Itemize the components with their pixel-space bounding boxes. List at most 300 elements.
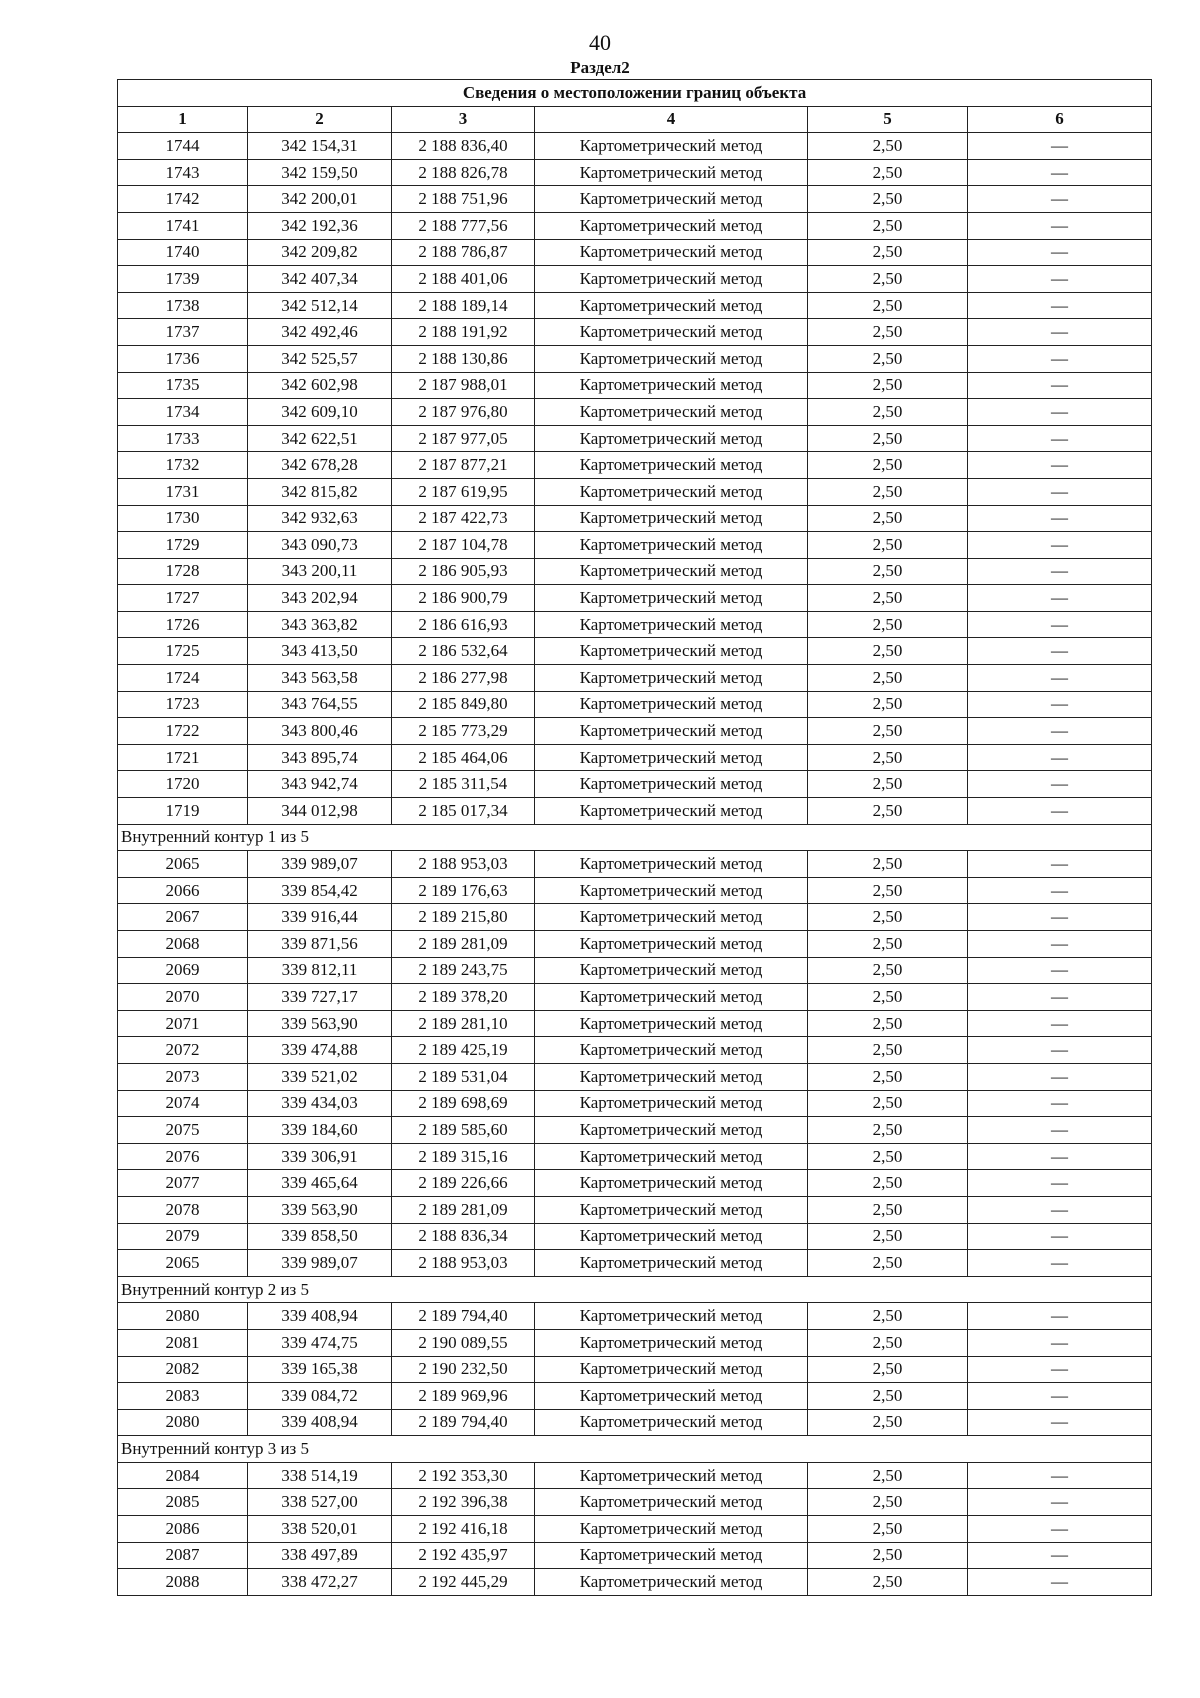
table-cell: —: [968, 984, 1152, 1011]
table-title-row: [118, 80, 1152, 107]
table-cell: Картометрический метод: [535, 1010, 808, 1037]
table-cell: Картометрический метод: [535, 1250, 808, 1277]
table-row: [118, 798, 1152, 825]
table-cell: Картометрический метод: [535, 665, 808, 692]
table-cell: 2 190 232,50: [392, 1356, 535, 1383]
table-cell: 2,50: [808, 1090, 968, 1117]
table-cell: 2,50: [808, 1462, 968, 1489]
table-cell: 2065: [118, 851, 248, 878]
table-cell: 2 190 089,55: [392, 1329, 535, 1356]
table-cell: 2 187 104,78: [392, 532, 535, 559]
table-cell: 2 189 281,10: [392, 1010, 535, 1037]
table-cell: 342 525,57: [248, 345, 392, 372]
table-row: [118, 1383, 1152, 1410]
table-row: [118, 345, 1152, 372]
table-cell: —: [968, 585, 1152, 612]
table-cell: —: [968, 1409, 1152, 1436]
table-cell: 342 192,36: [248, 212, 392, 239]
table-cell: 343 090,73: [248, 532, 392, 559]
table-cell: —: [968, 771, 1152, 798]
table-cell: 2,50: [808, 532, 968, 559]
table-cell: 2 189 281,09: [392, 931, 535, 958]
table-cell: —: [968, 133, 1152, 160]
table-row: [118, 452, 1152, 479]
table-cell: Картометрический метод: [535, 372, 808, 399]
table-cell: 342 200,01: [248, 186, 392, 213]
table-cell: 2078: [118, 1196, 248, 1223]
table-row: [118, 1303, 1152, 1330]
table-cell: 2070: [118, 984, 248, 1011]
column-header: 3: [392, 106, 535, 133]
table-cell: —: [968, 1196, 1152, 1223]
table-cell: —: [968, 1569, 1152, 1596]
table-cell: 2,50: [808, 558, 968, 585]
table-row: [118, 1516, 1152, 1543]
table-cell: 2,50: [808, 691, 968, 718]
table-cell: 2,50: [808, 345, 968, 372]
table-cell: 2 188 191,92: [392, 319, 535, 346]
table-cell: 2080: [118, 1303, 248, 1330]
table-row: [118, 904, 1152, 931]
table-cell: Картометрический метод: [535, 452, 808, 479]
table-cell: 2,50: [808, 957, 968, 984]
table-cell: —: [968, 744, 1152, 771]
table-cell: 1738: [118, 292, 248, 319]
table-cell: —: [968, 691, 1152, 718]
table-row: [118, 1223, 1152, 1250]
table-cell: 2,50: [808, 1170, 968, 1197]
table-cell: Картометрический метод: [535, 1489, 808, 1516]
table-cell: —: [968, 452, 1152, 479]
table-cell: Картометрический метод: [535, 771, 808, 798]
table-cell: —: [968, 1303, 1152, 1330]
table-cell: 2 186 900,79: [392, 585, 535, 612]
table-row: [118, 1569, 1152, 1596]
table-cell: 1721: [118, 744, 248, 771]
table-cell: 2,50: [808, 425, 968, 452]
table-cell: Картометрический метод: [535, 638, 808, 665]
table-row: [118, 1329, 1152, 1356]
table-cell: 1720: [118, 771, 248, 798]
table-cell: 339 408,94: [248, 1409, 392, 1436]
table-cell: 2 187 877,21: [392, 452, 535, 479]
table-cell: 2 189 226,66: [392, 1170, 535, 1197]
table-cell: 1733: [118, 425, 248, 452]
table-cell: 2,50: [808, 877, 968, 904]
table-row: [118, 266, 1152, 293]
table-cell: 2 192 435,97: [392, 1542, 535, 1569]
table-row: [118, 1462, 1152, 1489]
table-cell: Картометрический метод: [535, 957, 808, 984]
table-cell: 343 800,46: [248, 718, 392, 745]
table-cell: 2 186 616,93: [392, 611, 535, 638]
table-cell: 2 185 017,34: [392, 798, 535, 825]
table-cell: Картометрический метод: [535, 478, 808, 505]
table-cell: 2080: [118, 1409, 248, 1436]
table-cell: 2077: [118, 1170, 248, 1197]
table-cell: 343 202,94: [248, 585, 392, 612]
table-cell: 2,50: [808, 452, 968, 479]
table-cell: 2 185 773,29: [392, 718, 535, 745]
table-row: [118, 505, 1152, 532]
table-cell: 2,50: [808, 1409, 968, 1436]
table-cell: 2074: [118, 1090, 248, 1117]
table-row: [118, 212, 1152, 239]
table-row: [118, 771, 1152, 798]
table-cell: 2,50: [808, 1117, 968, 1144]
table-cell: 339 563,90: [248, 1196, 392, 1223]
table-cell: —: [968, 611, 1152, 638]
table-cell: —: [968, 1143, 1152, 1170]
table-row: [118, 558, 1152, 585]
table-cell: 2 187 988,01: [392, 372, 535, 399]
table-cell: 2067: [118, 904, 248, 931]
table-cell: 2076: [118, 1143, 248, 1170]
table-cell: 2 192 416,18: [392, 1516, 535, 1543]
table-cell: 2,50: [808, 665, 968, 692]
table-row: [118, 638, 1152, 665]
table-cell: —: [968, 1170, 1152, 1197]
table-cell: 2 189 531,04: [392, 1063, 535, 1090]
table-cell: 339 165,38: [248, 1356, 392, 1383]
table-cell: 338 527,00: [248, 1489, 392, 1516]
table-cell: Картометрический метод: [535, 399, 808, 426]
table-cell: 2 189 698,69: [392, 1090, 535, 1117]
table-cell: 2088: [118, 1569, 248, 1596]
table-cell: 1727: [118, 585, 248, 612]
contour-header-row: [118, 1276, 1152, 1303]
table-cell: —: [968, 957, 1152, 984]
table-cell: —: [968, 345, 1152, 372]
table-cell: Картометрический метод: [535, 239, 808, 266]
table-cell: 342 209,82: [248, 239, 392, 266]
table-cell: 2 188 130,86: [392, 345, 535, 372]
contour-header-row: [118, 824, 1152, 851]
table-cell: 1728: [118, 558, 248, 585]
table-cell: 339 184,60: [248, 1117, 392, 1144]
contour-header-row: [118, 1436, 1152, 1463]
table-cell: —: [968, 931, 1152, 958]
table-cell: 1735: [118, 372, 248, 399]
table-cell: 2 187 422,73: [392, 505, 535, 532]
table-cell: 2,50: [808, 744, 968, 771]
table-cell: 339 474,88: [248, 1037, 392, 1064]
table-cell: Картометрический метод: [535, 1329, 808, 1356]
table-row: [118, 611, 1152, 638]
table-cell: 2065: [118, 1250, 248, 1277]
table-body: [118, 133, 1152, 1596]
table-cell: 2085: [118, 1489, 248, 1516]
table-cell: —: [968, 665, 1152, 692]
table-cell: Картометрический метод: [535, 1063, 808, 1090]
section-title: Раздел2: [570, 58, 630, 77]
table-cell: 342 609,10: [248, 399, 392, 426]
table-cell: Картометрический метод: [535, 798, 808, 825]
table-cell: 2 185 849,80: [392, 691, 535, 718]
table-cell: 2075: [118, 1117, 248, 1144]
table-cell: 1743: [118, 159, 248, 186]
table-cell: —: [968, 1037, 1152, 1064]
table-cell: 339 474,75: [248, 1329, 392, 1356]
table-cell: 2,50: [808, 372, 968, 399]
table-row: [118, 532, 1152, 559]
table-row: [118, 957, 1152, 984]
table-row: [118, 931, 1152, 958]
table-cell: 2081: [118, 1329, 248, 1356]
table-cell: 2 186 905,93: [392, 558, 535, 585]
table-cell: Картометрический метод: [535, 851, 808, 878]
table-cell: 2,50: [808, 292, 968, 319]
table-cell: 2,50: [808, 239, 968, 266]
table-cell: 2,50: [808, 1542, 968, 1569]
table-cell: Картометрический метод: [535, 585, 808, 612]
table-cell: 342 815,82: [248, 478, 392, 505]
table-cell: —: [968, 718, 1152, 745]
table-cell: —: [968, 266, 1152, 293]
table-cell: 1734: [118, 399, 248, 426]
table-cell: 342 622,51: [248, 425, 392, 452]
table-cell: Картометрический метод: [535, 1356, 808, 1383]
table-cell: —: [968, 292, 1152, 319]
table-cell: 339 727,17: [248, 984, 392, 1011]
table-cell: 2 189 176,63: [392, 877, 535, 904]
table-cell: Картометрический метод: [535, 1516, 808, 1543]
table-cell: 1736: [118, 345, 248, 372]
table-cell: 1725: [118, 638, 248, 665]
table-cell: —: [968, 1489, 1152, 1516]
table-cell: —: [968, 851, 1152, 878]
table-cell: 2 189 794,40: [392, 1303, 535, 1330]
table-row: [118, 1117, 1152, 1144]
table-cell: 2066: [118, 877, 248, 904]
table-cell: —: [968, 1356, 1152, 1383]
table-cell: 339 084,72: [248, 1383, 392, 1410]
table-row: [118, 851, 1152, 878]
table-row: [118, 665, 1152, 692]
table-cell: 2 186 277,98: [392, 665, 535, 692]
table-cell: 2 188 777,56: [392, 212, 535, 239]
table-cell: 2086: [118, 1516, 248, 1543]
table-cell: 339 871,56: [248, 931, 392, 958]
table-cell: Картометрический метод: [535, 1090, 808, 1117]
table-cell: 2079: [118, 1223, 248, 1250]
table-row: [118, 1090, 1152, 1117]
table-cell: —: [968, 239, 1152, 266]
table-cell: 2069: [118, 957, 248, 984]
table-cell: —: [968, 877, 1152, 904]
table-cell: Картометрический метод: [535, 718, 808, 745]
table-cell: 2,50: [808, 1303, 968, 1330]
table-cell: 2 187 977,05: [392, 425, 535, 452]
table-cell: 339 306,91: [248, 1143, 392, 1170]
table-cell: 2,50: [808, 1143, 968, 1170]
table-cell: —: [968, 186, 1152, 213]
table-cell: 2071: [118, 1010, 248, 1037]
table-cell: 2,50: [808, 133, 968, 160]
table-cell: 343 895,74: [248, 744, 392, 771]
table-cell: 2 185 311,54: [392, 771, 535, 798]
table-cell: Картометрический метод: [535, 691, 808, 718]
table-cell: —: [968, 1090, 1152, 1117]
table-row: [118, 718, 1152, 745]
table-cell: 339 465,64: [248, 1170, 392, 1197]
table-cell: Картометрический метод: [535, 1303, 808, 1330]
table-cell: —: [968, 1329, 1152, 1356]
table-cell: 342 492,46: [248, 319, 392, 346]
table-cell: 1723: [118, 691, 248, 718]
table-cell: 342 512,14: [248, 292, 392, 319]
table-cell: Картометрический метод: [535, 1542, 808, 1569]
table-cell: —: [968, 1383, 1152, 1410]
contour-label: Внутренний контур 1 из 5: [118, 824, 1152, 851]
table-cell: Картометрический метод: [535, 505, 808, 532]
table-cell: 2068: [118, 931, 248, 958]
table-cell: 1740: [118, 239, 248, 266]
table-cell: 2 187 619,95: [392, 478, 535, 505]
table-cell: 2,50: [808, 212, 968, 239]
table-cell: 343 764,55: [248, 691, 392, 718]
table-cell: 339 434,03: [248, 1090, 392, 1117]
table-cell: Картометрический метод: [535, 877, 808, 904]
table-cell: —: [968, 1063, 1152, 1090]
table-cell: Картометрический метод: [535, 984, 808, 1011]
table-cell: —: [968, 532, 1152, 559]
table-cell: 339 858,50: [248, 1223, 392, 1250]
table-cell: 2,50: [808, 478, 968, 505]
table-cell: 2 189 281,09: [392, 1196, 535, 1223]
table-row: [118, 1542, 1152, 1569]
table-cell: 2 192 445,29: [392, 1569, 535, 1596]
table-row: [118, 425, 1152, 452]
table-cell: Картометрический метод: [535, 1037, 808, 1064]
table-cell: Картометрический метод: [535, 345, 808, 372]
table-cell: 2,50: [808, 1329, 968, 1356]
table-row: [118, 877, 1152, 904]
table-cell: 342 602,98: [248, 372, 392, 399]
table-cell: 342 407,34: [248, 266, 392, 293]
contour-label: Внутренний контур 2 из 5: [118, 1276, 1152, 1303]
table-cell: Картометрический метод: [535, 186, 808, 213]
table-cell: 2 188 953,03: [392, 851, 535, 878]
table-cell: Картометрический метод: [535, 1409, 808, 1436]
table-cell: 2,50: [808, 1063, 968, 1090]
table-cell: 2073: [118, 1063, 248, 1090]
table-cell: 2,50: [808, 1223, 968, 1250]
table-cell: 2,50: [808, 771, 968, 798]
table-cell: 342 154,31: [248, 133, 392, 160]
table-cell: 2084: [118, 1462, 248, 1489]
table-row: [118, 1250, 1152, 1277]
table-cell: 2,50: [808, 319, 968, 346]
table-cell: Картометрический метод: [535, 133, 808, 160]
table-cell: 2 188 751,96: [392, 186, 535, 213]
table-cell: Картометрический метод: [535, 1196, 808, 1223]
table-cell: 2 188 189,14: [392, 292, 535, 319]
table-cell: 2,50: [808, 159, 968, 186]
table-cell: —: [968, 212, 1152, 239]
table-row: [118, 1409, 1152, 1436]
table-cell: Картометрический метод: [535, 1117, 808, 1144]
table-cell: —: [968, 638, 1152, 665]
table-cell: —: [968, 159, 1152, 186]
table-cell: 2083: [118, 1383, 248, 1410]
table-cell: 2 187 976,80: [392, 399, 535, 426]
table-cell: —: [968, 558, 1152, 585]
table-cell: 2 185 464,06: [392, 744, 535, 771]
table-cell: 344 012,98: [248, 798, 392, 825]
table-cell: 2087: [118, 1542, 248, 1569]
column-header: 1: [118, 106, 248, 133]
table-cell: Картометрический метод: [535, 1223, 808, 1250]
table-cell: —: [968, 1223, 1152, 1250]
table-cell: 2,50: [808, 585, 968, 612]
table-cell: 2 188 826,78: [392, 159, 535, 186]
table-cell: 1731: [118, 478, 248, 505]
table-cell: 2,50: [808, 1010, 968, 1037]
table-cell: 1730: [118, 505, 248, 532]
table-row: [118, 1489, 1152, 1516]
table-cell: 343 363,82: [248, 611, 392, 638]
table-cell: 339 989,07: [248, 851, 392, 878]
table-cell: 2072: [118, 1037, 248, 1064]
table-row: [118, 1063, 1152, 1090]
table-cell: 342 159,50: [248, 159, 392, 186]
table-cell: Картометрический метод: [535, 904, 808, 931]
table-cell: 339 812,11: [248, 957, 392, 984]
table-cell: 2 188 836,34: [392, 1223, 535, 1250]
table-cell: 1729: [118, 532, 248, 559]
table-row: [118, 1010, 1152, 1037]
table-cell: 2 192 353,30: [392, 1462, 535, 1489]
table-cell: Картометрический метод: [535, 1383, 808, 1410]
table-cell: 2,50: [808, 1489, 968, 1516]
table-cell: 343 563,58: [248, 665, 392, 692]
table-cell: 2 189 378,20: [392, 984, 535, 1011]
table-cell: 339 989,07: [248, 1250, 392, 1277]
table-cell: 342 678,28: [248, 452, 392, 479]
table-cell: 1741: [118, 212, 248, 239]
table-row: [118, 186, 1152, 213]
table-row: [118, 159, 1152, 186]
table-cell: 2,50: [808, 798, 968, 825]
table-cell: 2,50: [808, 1516, 968, 1543]
table-cell: 1724: [118, 665, 248, 692]
table-cell: 2,50: [808, 505, 968, 532]
table-cell: 2,50: [808, 1383, 968, 1410]
table-cell: —: [968, 1542, 1152, 1569]
table-cell: —: [968, 319, 1152, 346]
boundary-table: [117, 79, 1152, 1596]
table-row: [118, 1143, 1152, 1170]
table-cell: Картометрический метод: [535, 212, 808, 239]
table-cell: Картометрический метод: [535, 532, 808, 559]
table-cell: 2,50: [808, 931, 968, 958]
table-cell: 339 854,42: [248, 877, 392, 904]
table-cell: 2 189 794,40: [392, 1409, 535, 1436]
table-cell: 342 932,63: [248, 505, 392, 532]
table-cell: 1742: [118, 186, 248, 213]
table-row: [118, 1037, 1152, 1064]
table-row: [118, 1170, 1152, 1197]
table-cell: 338 514,19: [248, 1462, 392, 1489]
table-cell: 2 189 243,75: [392, 957, 535, 984]
table-cell: Картометрический метод: [535, 744, 808, 771]
table-row: [118, 133, 1152, 160]
column-header-row: [118, 106, 1152, 133]
table-row: [118, 984, 1152, 1011]
table-cell: 343 942,74: [248, 771, 392, 798]
table-cell: 2,50: [808, 266, 968, 293]
